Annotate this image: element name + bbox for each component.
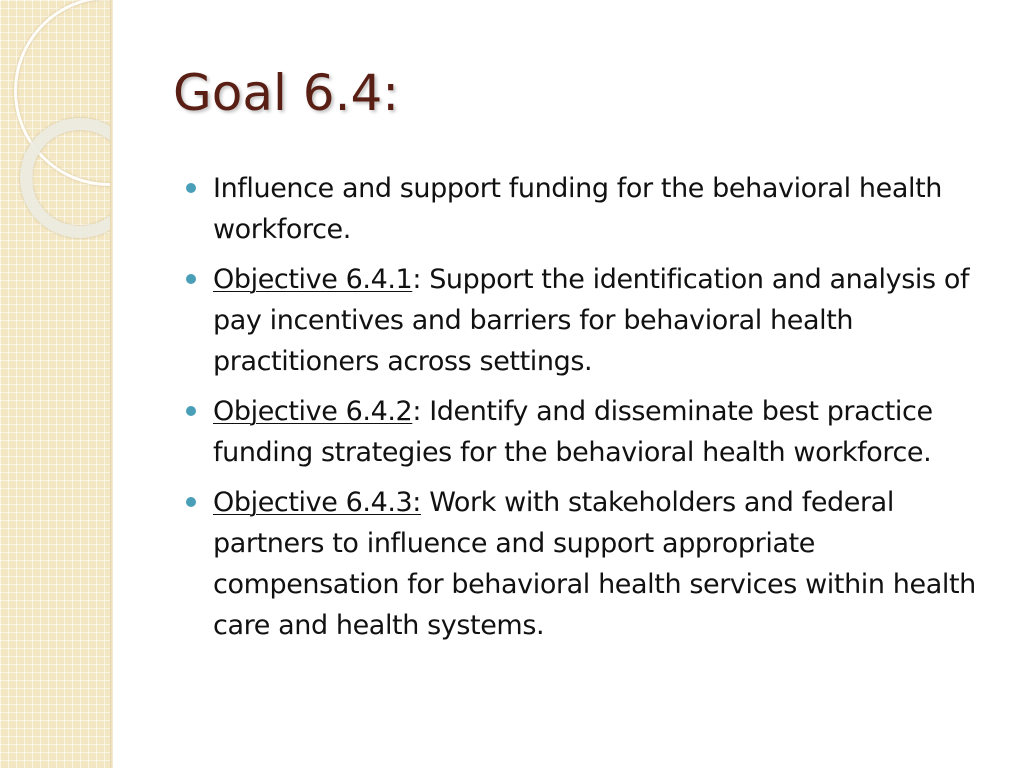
bullet-text: Work with stakeholders and federal partners to influence and support appropriate compensation for behavioral health services within health care and health systems. (213, 487, 976, 641)
bullet-item-objective-6-4-2 (186, 391, 976, 473)
bullet-dot-icon (186, 497, 196, 507)
objective-label: Objective 6.4.1 (213, 264, 413, 295)
side-strip-edge (110, 0, 113, 768)
bullet-item-objective-6-4-1 (186, 259, 976, 382)
bullet-text: Influence and support funding for the behavioral health workforce. (213, 173, 942, 245)
bullet-text: : Support the identification and analysis of pay incentives and barriers for behavioral health practitioners across settings. (213, 264, 970, 377)
objective-label: Objective 6.4.2 (213, 396, 413, 427)
bullet-dot-icon (186, 406, 196, 416)
bullet-dot-icon (186, 183, 196, 193)
bullet-item-goal (186, 168, 976, 250)
bullet-text: : Identify and disseminate best practice funding strategies for the behavioral health workforce. (213, 396, 933, 468)
slide-title: Goal 6.4: (173, 64, 400, 122)
objective-label: Objective 6.4.3: (213, 487, 422, 518)
bullet-item-objective-6-4-3 (186, 482, 976, 646)
bullet-dot-icon (186, 274, 196, 284)
bullet-list (186, 168, 976, 655)
